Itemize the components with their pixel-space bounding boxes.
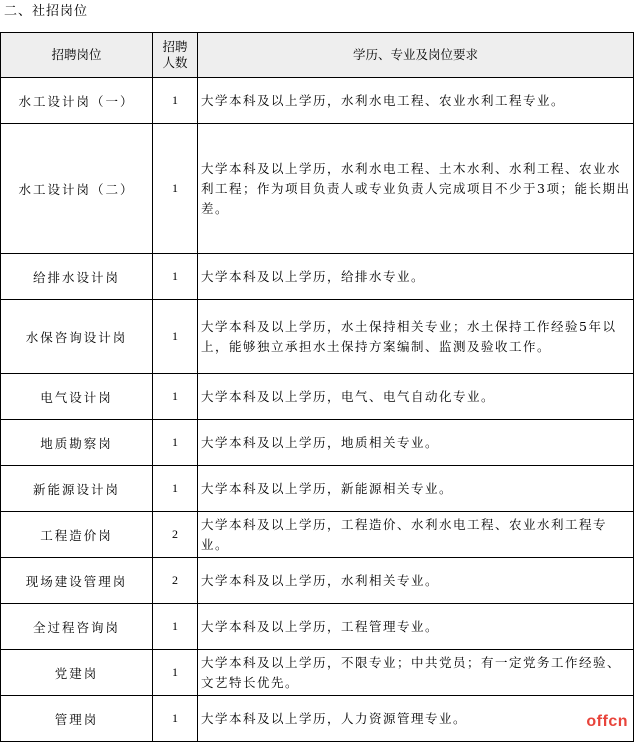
requirements-cell: 大学本科及以上学历，地质相关专业。 bbox=[198, 420, 634, 466]
requirements-cell: 大学本科及以上学历，工程管理专业。 bbox=[198, 604, 634, 650]
count-cell: 1 bbox=[153, 124, 198, 254]
count-cell: 1 bbox=[153, 78, 198, 124]
requirements-cell: 大学本科及以上学历，水利水电工程、土木水利、水利工程、农业水利工程；作为项目负责人或专业负责人完成项目不少于3项；能长期出差。 bbox=[198, 124, 634, 254]
post-cell: 给排水设计岗 bbox=[1, 254, 153, 300]
table-row bbox=[1, 78, 634, 124]
post-cell: 水工设计岗（一） bbox=[1, 78, 153, 124]
requirements-cell: 大学本科及以上学历，电气、电气自动化专业。 bbox=[198, 374, 634, 420]
header-count-label: 招聘人数 bbox=[162, 39, 188, 70]
requirements-cell: 大学本科及以上学历，水土保持相关专业；水土保持工作经验5年以上，能够独立承担水土保持方案编制、监测及验收工作。 bbox=[198, 300, 634, 374]
post-cell: 水工设计岗（二） bbox=[1, 124, 153, 254]
requirements-cell: 大学本科及以上学历，人力资源管理专业。 bbox=[198, 696, 634, 742]
table-row bbox=[1, 512, 634, 558]
count-cell: 2 bbox=[153, 512, 198, 558]
post-cell: 党建岗 bbox=[1, 650, 153, 696]
table-row bbox=[1, 650, 634, 696]
recruitment-table bbox=[0, 32, 634, 742]
post-cell: 地质勘察岗 bbox=[1, 420, 153, 466]
count-cell: 1 bbox=[153, 420, 198, 466]
table-row bbox=[1, 558, 634, 604]
table-row bbox=[1, 254, 634, 300]
requirements-cell: 大学本科及以上学历，给排水专业。 bbox=[198, 254, 634, 300]
post-cell: 全过程咨询岗 bbox=[1, 604, 153, 650]
table-row bbox=[1, 300, 634, 374]
post-cell: 现场建设管理岗 bbox=[1, 558, 153, 604]
count-cell: 1 bbox=[153, 374, 198, 420]
count-cell: 1 bbox=[153, 466, 198, 512]
count-cell: 1 bbox=[153, 650, 198, 696]
table-row bbox=[1, 124, 634, 254]
count-cell: 1 bbox=[153, 300, 198, 374]
table-row bbox=[1, 420, 634, 466]
count-cell: 1 bbox=[153, 604, 198, 650]
section-title: 二、社招岗位 bbox=[4, 4, 89, 19]
requirements-cell: 大学本科及以上学历，水利水电工程、农业水利工程专业。 bbox=[198, 78, 634, 124]
post-cell: 水保咨询设计岗 bbox=[1, 300, 153, 374]
count-cell: 1 bbox=[153, 696, 198, 742]
table-body bbox=[1, 78, 634, 742]
requirements-cell: 大学本科及以上学历，工程造价、水利水电工程、农业水利工程专业。 bbox=[198, 512, 634, 558]
header-post: 招聘岗位 bbox=[1, 33, 153, 78]
table-header-row bbox=[1, 33, 634, 78]
count-cell: 1 bbox=[153, 254, 198, 300]
post-cell: 电气设计岗 bbox=[1, 374, 153, 420]
header-count bbox=[153, 33, 198, 78]
post-cell: 新能源设计岗 bbox=[1, 466, 153, 512]
table-row bbox=[1, 604, 634, 650]
table-row bbox=[1, 466, 634, 512]
post-cell: 管理岗 bbox=[1, 696, 153, 742]
count-cell: 2 bbox=[153, 558, 198, 604]
requirements-cell: 大学本科及以上学历，新能源相关专业。 bbox=[198, 466, 634, 512]
requirements-cell: 大学本科及以上学历，水利相关专业。 bbox=[198, 558, 634, 604]
header-requirements: 学历、专业及岗位要求 bbox=[198, 33, 634, 78]
table-row bbox=[1, 374, 634, 420]
post-cell: 工程造价岗 bbox=[1, 512, 153, 558]
watermark-logo: offcn bbox=[586, 713, 628, 730]
requirements-cell: 大学本科及以上学历，不限专业；中共党员；有一定党务工作经验、文艺特长优先。 bbox=[198, 650, 634, 696]
